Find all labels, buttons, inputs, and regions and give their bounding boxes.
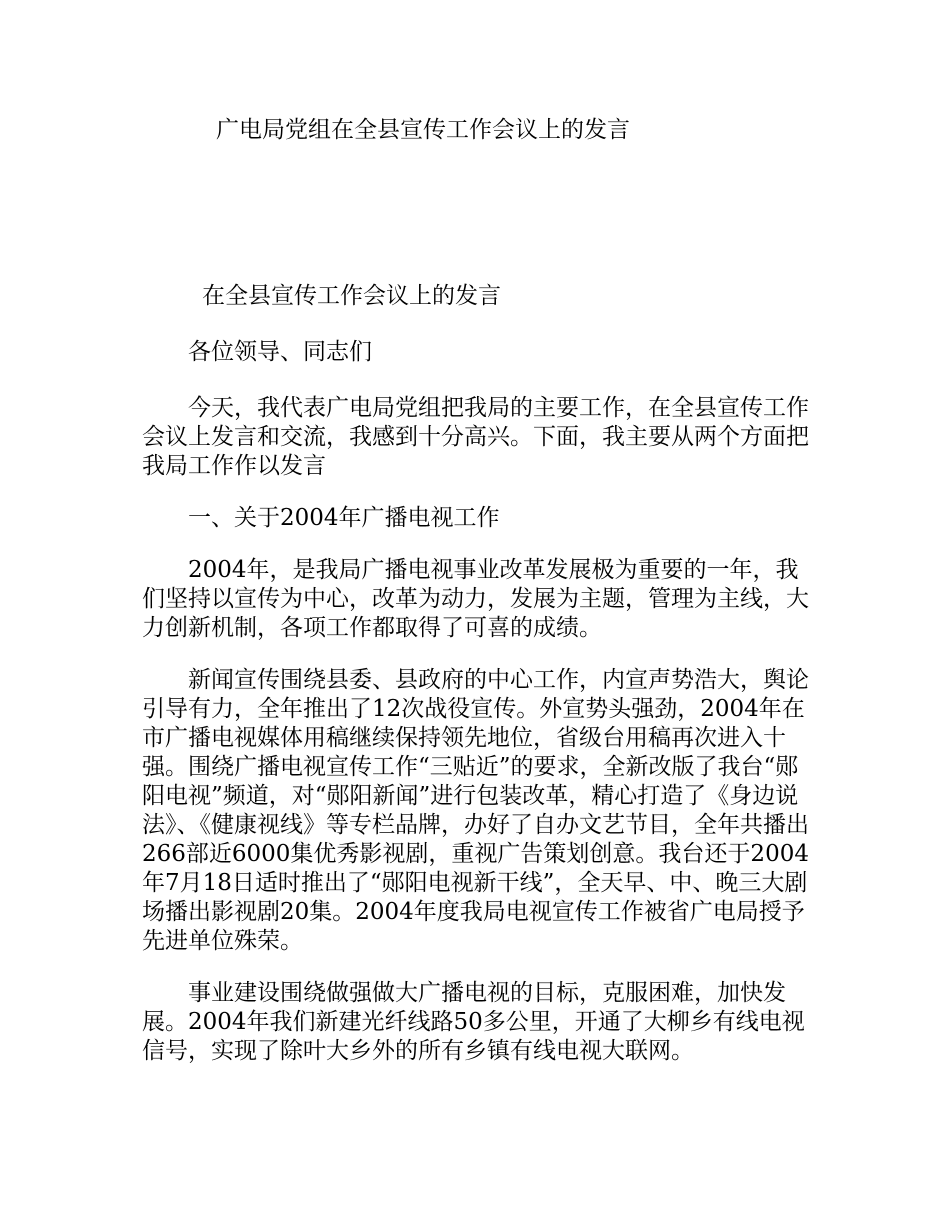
paragraph-intro: 今天，我代表广电局党组把我局的主要工作，在全县宣传工作会议上发言和交流，我感到十分高兴。下面，我主要从两个方面把我局工作作以发言 bbox=[142, 395, 809, 479]
section-heading: 一、关于2004年广播电视工作 bbox=[188, 505, 500, 531]
paragraph-infrastructure: 事业建设围绕做强做大广播电视的目标，克服困难，加快发展。2004年我们新建光纤线路50多公里，开通了大柳乡有线电视信号，实现了除叶大乡外的所有乡镇有线电视大联网。 bbox=[142, 980, 805, 1064]
salutation: 各位领导、同志们 bbox=[188, 339, 372, 365]
document-title: 广电局党组在全县宣传工作会议上的发言 bbox=[216, 117, 630, 143]
speech-subtitle: 在全县宣传工作会议上的发言 bbox=[202, 283, 501, 309]
paragraph-news-publicity: 新闻宣传围绕县委、县政府的中心工作，内宣声势浩大，舆论引导有力，全年推出了12次战役宣传。外宣势头强劲，2004年在市广播电视媒体用稿继续保持领先地位，省级台用稿再次进入十强。围绕广播电视宣传工作“三贴近”的要求，全新改版了我台“郧阳电视”频道，对“郧阳新闻”进行包装改革，精心打造了《身边说法》、《健康视线》等专栏品牌，办好了自办文艺节目，全年共播出266部近6000集优秀影视剧，重视广告策划创意。我台还于2004年7月18日适时推出了“郧阳电视新干线”，全天早、中、晚三大剧场播出影视剧20集。2004年度我局电视宣传工作被省广电局授予先进单位殊荣。 bbox=[142, 667, 809, 954]
document-body bbox=[142, 282, 812, 1089]
paragraph-overview: 2004年，是我局广播电视事业改革发展极为重要的一年，我们坚持以宣传为中心，改革为动力，发展为主题，管理为主线，大力创新机制，各项工作都取得了可喜的成绩。 bbox=[142, 557, 809, 641]
